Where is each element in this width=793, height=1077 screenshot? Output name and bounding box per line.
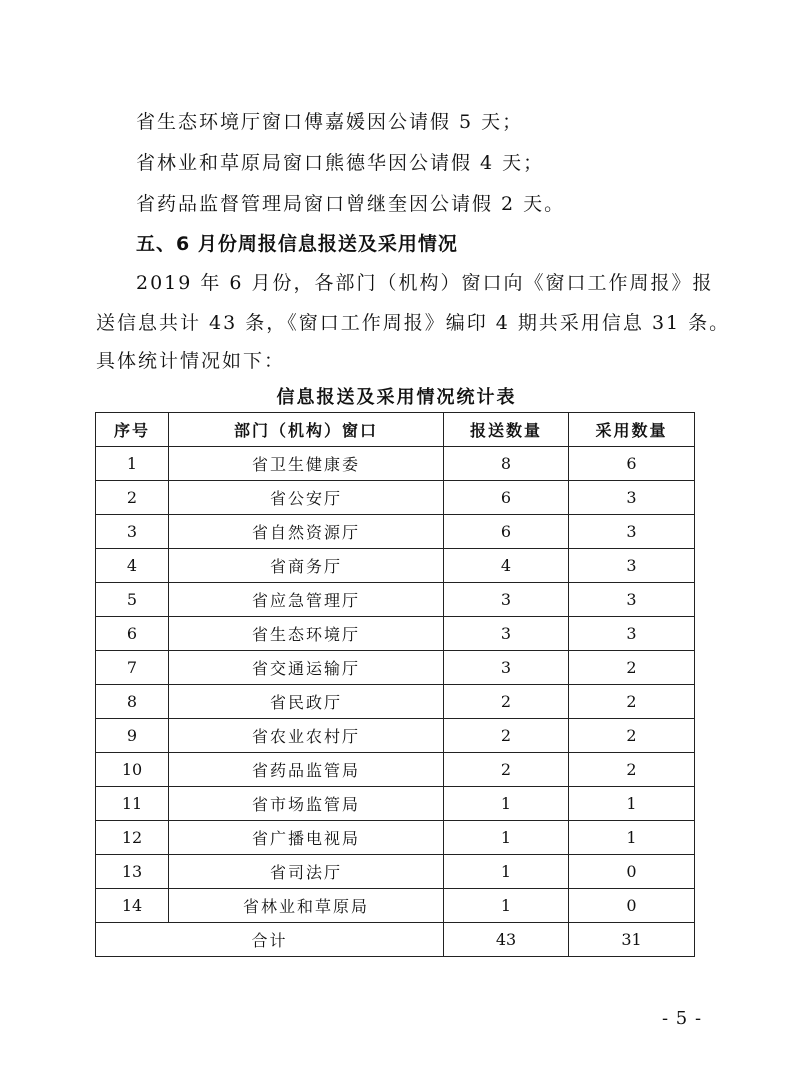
row-reported: 2 [444,719,569,753]
row-adopted: 2 [569,753,695,787]
header-reported: 报送数量 [444,413,569,447]
row-index: 4 [96,549,169,583]
table-row [96,617,695,651]
row-index: 2 [96,481,169,515]
row-department: 省药品监管局 [169,753,444,787]
row-department: 省应急管理厅 [169,583,444,617]
section-heading: 五、6 月份周报信息报送及采用情况 [136,233,458,255]
row-department: 省商务厅 [169,549,444,583]
row-index: 10 [96,753,169,787]
table-row [96,753,695,787]
row-department: 省林业和草原局 [169,889,444,923]
table-row [96,651,695,685]
row-department: 省广播电视局 [169,821,444,855]
row-index: 8 [96,685,169,719]
table-body [96,447,695,923]
table-row [96,719,695,753]
row-adopted: 1 [569,787,695,821]
row-adopted: 0 [569,855,695,889]
row-reported: 2 [444,753,569,787]
row-adopted: 2 [569,651,695,685]
row-department: 省卫生健康委 [169,447,444,481]
row-index: 7 [96,651,169,685]
total-label: 合计 [96,923,444,957]
row-reported: 6 [444,481,569,515]
row-reported: 3 [444,651,569,685]
row-adopted: 3 [569,549,695,583]
table-row [96,855,695,889]
total-row [96,923,695,957]
row-index: 3 [96,515,169,549]
table-row [96,787,695,821]
row-index: 11 [96,787,169,821]
row-index: 12 [96,821,169,855]
row-reported: 1 [444,855,569,889]
row-department: 省交通运输厅 [169,651,444,685]
row-department: 省民政厅 [169,685,444,719]
row-index: 13 [96,855,169,889]
row-index: 9 [96,719,169,753]
row-department: 省生态环境厅 [169,617,444,651]
row-department: 省市场监管局 [169,787,444,821]
table-row [96,821,695,855]
row-adopted: 1 [569,821,695,855]
row-department: 省农业农村厅 [169,719,444,753]
header-department: 部门（机构）窗口 [169,413,444,447]
table-row [96,515,695,549]
table-header-row [96,413,695,447]
row-index: 6 [96,617,169,651]
row-department: 省自然资源厅 [169,515,444,549]
row-adopted: 2 [569,719,695,753]
row-reported: 3 [444,583,569,617]
row-reported: 2 [444,685,569,719]
total-reported: 43 [444,923,569,957]
table-row [96,549,695,583]
paragraph-line-1: 2019 年 6 月份，各部门（机构）窗口向《窗口工作周报》报 [136,272,714,294]
row-department: 省司法厅 [169,855,444,889]
leave-line-2: 省林业和草原局窗口熊德华因公请假 4 天； [136,152,545,174]
row-adopted: 6 [569,447,695,481]
row-adopted: 0 [569,889,695,923]
row-adopted: 3 [569,515,695,549]
row-reported: 4 [444,549,569,583]
header-adopted: 采用数量 [569,413,695,447]
row-reported: 6 [444,515,569,549]
header-index: 序号 [96,413,169,447]
page-number: - 5 - [662,1008,703,1029]
table-row [96,685,695,719]
row-reported: 1 [444,787,569,821]
leave-line-3: 省药品监督管理局窗口曾继奎因公请假 2 天。 [136,193,566,215]
paragraph-line-3: 具体统计情况如下： [96,350,286,372]
table-title: 信息报送及采用情况统计表 [276,387,517,408]
table-row [96,481,695,515]
statistics-table [95,412,695,957]
row-index: 1 [96,447,169,481]
row-index: 14 [96,889,169,923]
row-reported: 8 [444,447,569,481]
table-row [96,447,695,481]
row-reported: 1 [444,821,569,855]
row-reported: 1 [444,889,569,923]
row-adopted: 2 [569,685,695,719]
row-index: 5 [96,583,169,617]
row-adopted: 3 [569,583,695,617]
table-row [96,583,695,617]
table-row [96,889,695,923]
paragraph-line-2: 送信息共计 43 条，《窗口工作周报》编印 4 期共采用信息 31 条。 [96,312,731,334]
row-adopted: 3 [569,617,695,651]
row-department: 省公安厅 [169,481,444,515]
total-adopted: 31 [569,923,695,957]
leave-line-1: 省生态环境厅窗口傅嘉媛因公请假 5 天； [136,111,524,133]
row-reported: 3 [444,617,569,651]
row-adopted: 3 [569,481,695,515]
